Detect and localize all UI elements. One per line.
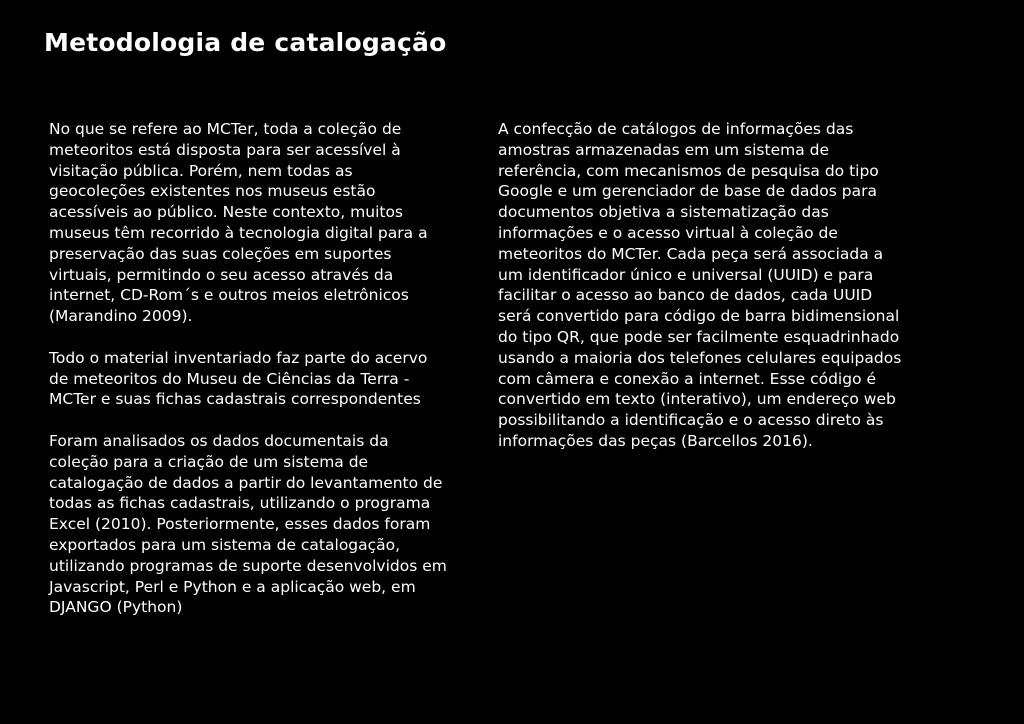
paragraph-mcter-access: No que se refere ao MCTer, toda a coleção de meteoritos está disposta para ser acessível à visitação pública. Porém, nem todas as geocoleções existentes nos museus estão acessíveis ao público. Neste contexto, muitos museus têm recorrido à tecnologia digital para a preservação das suas coleções em suportes virtuais, permitindo o seu acesso através da internet, CD-Rom´s e outros meios eletrônicos (Marandino 2009).: [49, 120, 428, 326]
paragraph-inventory-material: Todo o material inventariado faz parte do acervo de meteoritos do Museu de Ciências da Terra - MCTer e suas fichas cadastrais correspondentes: [49, 348, 428, 409]
slide-title: Metodologia de catalogação: [44, 28, 447, 57]
paragraph-catalog-system: A confecção de catálogos de informações das amostras armazenadas em um sistema de referência, com mecanismos de pesquisa do tipo Google e um gerenciador de base de dados para documentos objetiva a sistematização das informações e o acesso virtual à coleção de meteoritos do MCTer. Cada peça será associada a um identificador único e universal (UUID) e para facilitar o acesso ao banco de dados, cada UUID será convertido para código de barra bidimensional do tipo QR, que pode ser facilmente esquadrinhado usando a maioria dos telefones celulares equipados com câmera e conexão a internet. Esse código é convertido em texto (interativo), um endereço web possibilitando a identificação e o acesso direto às informações das peças (Barcellos 2016).: [498, 120, 902, 450]
left-text-column: [49, 119, 447, 618]
right-text-column: [498, 119, 902, 452]
paragraph-data-analysis: Foram analisados os dados documentais da coleção para a criação de um sistema de catalogação de dados a partir do levantamento de todas as fichas cadastrais, utilizando o programa Excel (2010). Posteriormente, esses dados foram exportados para um sistema de catalogação, utilizando programas de suporte desenvolvidos em Javascript, Perl e Python e a aplicação web, em DJANGO (Python): [49, 431, 447, 617]
